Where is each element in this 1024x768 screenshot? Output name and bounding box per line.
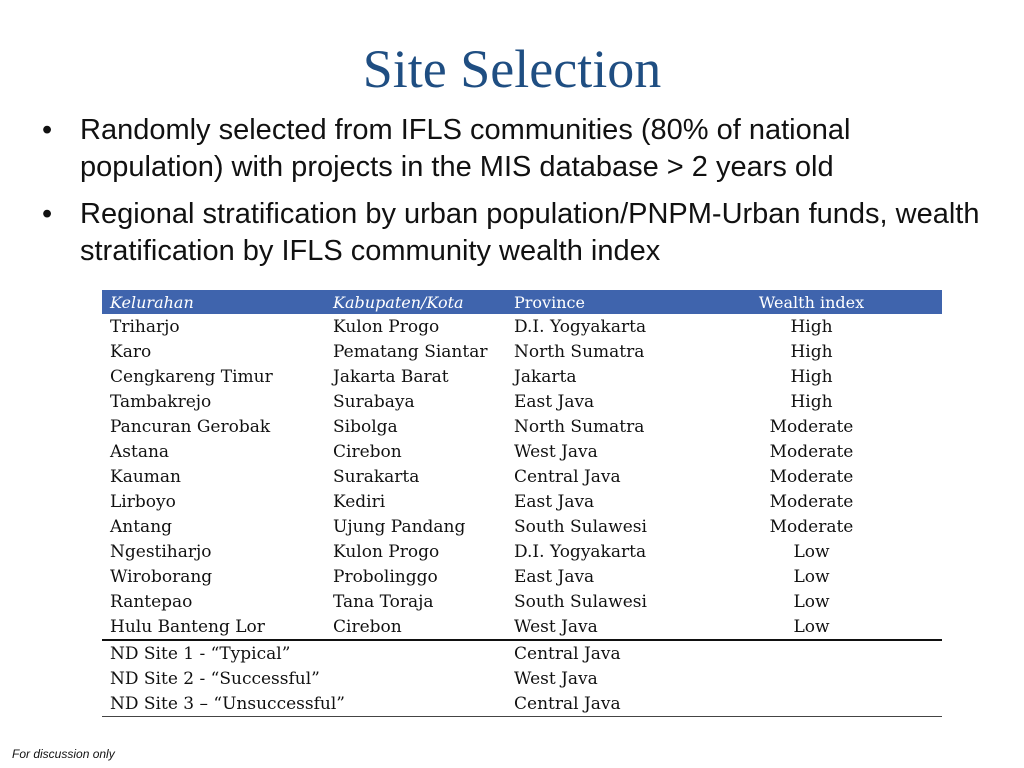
site-table-container [102,290,942,717]
nd-site-row [102,691,942,717]
cell-wealth-index: Low [681,614,942,640]
cell-kabupaten: Cirebon [325,614,506,640]
cell-nd-site: ND Site 3 – “Unsuccessful” [102,691,506,717]
cell-wealth-index: Moderate [769,516,854,537]
cell-wealth-index: Low [793,591,830,612]
cell-wealth-index: Low [793,541,830,562]
cell-empty [681,640,942,666]
table-row [102,339,942,364]
cell-kabupaten: Kulon Progo [333,541,440,562]
cell-province: Central Java [514,466,621,487]
cell-province: East Java [514,391,595,412]
cell-kelurahan: Lirboyo [110,491,176,512]
cell-province: D.I. Yogyakarta [514,316,647,337]
cell-kabupaten: Probolinggo [333,566,438,587]
nd-site-row [102,666,942,691]
cell-kelurahan: Antang [110,516,173,537]
cell-wealth-index: Moderate [769,441,854,462]
cell-empty [681,666,942,691]
cell-kelurahan: Pancuran Gerobak [110,416,271,437]
cell-province: D.I. Yogyakarta [514,541,647,562]
cell-kelurahan: Kauman [110,466,181,487]
bullet-list [42,112,982,280]
cell-province: North Sumatra [514,416,645,437]
cell-kabupaten: Ujung Pandang [333,516,466,537]
cell-kabupaten: Tana Toraja [333,591,434,612]
slide-title: Site Selection [362,39,662,99]
cell-kelurahan: Karo [110,341,152,362]
cell-province: Jakarta [514,366,577,387]
cell-province: Central Java [514,643,621,664]
cell-wealth-index: Moderate [769,416,854,437]
cell-wealth-index: Low [793,566,830,587]
cell-wealth-index: Moderate [769,466,854,487]
table-row [102,439,942,464]
cell-wealth-index: High [790,341,833,362]
cell-kabupaten: Pematang Siantar [333,341,488,362]
cell-kabupaten: Jakarta Barat [333,366,449,387]
cell-province: South Sulawesi [514,591,647,612]
bullet-text: Randomly selected from IFLS communities (80% of national population) with projects in the MIS database > 2 years old [80,114,851,183]
cell-province: West Java [506,614,681,640]
cell-province: North Sumatra [514,341,645,362]
cell-kabupaten: Cirebon [333,441,402,462]
cell-province: East Java [514,566,595,587]
cell-nd-site: ND Site 2 - “Successful” [110,668,320,689]
cell-kabupaten: Surakarta [333,466,420,487]
cell-province: West Java [514,441,598,462]
cell-empty [681,691,942,717]
cell-wealth-index: High [790,391,833,412]
footer-note: For discussion only [12,747,115,761]
table-row [102,464,942,489]
table-row [102,514,942,539]
cell-kelurahan: Tambakrejo [110,391,212,412]
cell-kelurahan: Hulu Banteng Lor [102,614,325,640]
header-kelurahan: Kelurahan [102,290,325,314]
table-row [102,589,942,614]
cell-province: West Java [514,668,598,689]
cell-province: East Java [514,491,595,512]
table-header-row [102,290,942,314]
bullet-dot-icon: • [42,114,53,146]
cell-province: Central Java [506,691,681,717]
cell-wealth-index: High [790,366,833,387]
cell-kabupaten: Kediri [333,491,386,512]
table-body [102,314,942,717]
cell-kabupaten: Surabaya [333,391,415,412]
bullet-dot-icon: • [42,198,53,230]
bullet-text: Regional stratification by urban population/PNPM-Urban funds, wealth stratification by IFLS community wealth index [80,198,980,267]
cell-nd-site: ND Site 1 - “Typical” [110,643,291,664]
cell-kabupaten: Sibolga [333,416,398,437]
site-table [102,290,942,717]
cell-province: South Sulawesi [514,516,647,537]
table-row [102,314,942,339]
cell-kelurahan: Wiroborang [110,566,213,587]
table-row [102,564,942,589]
header-province: Province [506,290,681,314]
cell-kelurahan: Ngestiharjo [110,541,212,562]
cell-kelurahan: Rantepao [110,591,193,612]
table-row [102,364,942,389]
nd-site-row [102,640,942,666]
cell-wealth-index: Moderate [769,491,854,512]
cell-wealth-index: High [790,316,833,337]
bullet-item [42,112,982,186]
table-row [102,614,942,640]
cell-kelurahan: Triharjo [110,316,180,337]
cell-kelurahan: Astana [110,441,170,462]
bullet-item [42,196,982,270]
cell-kelurahan: Cengkareng Timur [110,366,273,387]
header-wealth-index: Wealth index [681,290,942,314]
table-row [102,489,942,514]
table-row [102,539,942,564]
cell-kabupaten: Kulon Progo [333,316,440,337]
table-row [102,389,942,414]
table-row [102,414,942,439]
header-kabupaten: Kabupaten/Kota [325,290,506,314]
